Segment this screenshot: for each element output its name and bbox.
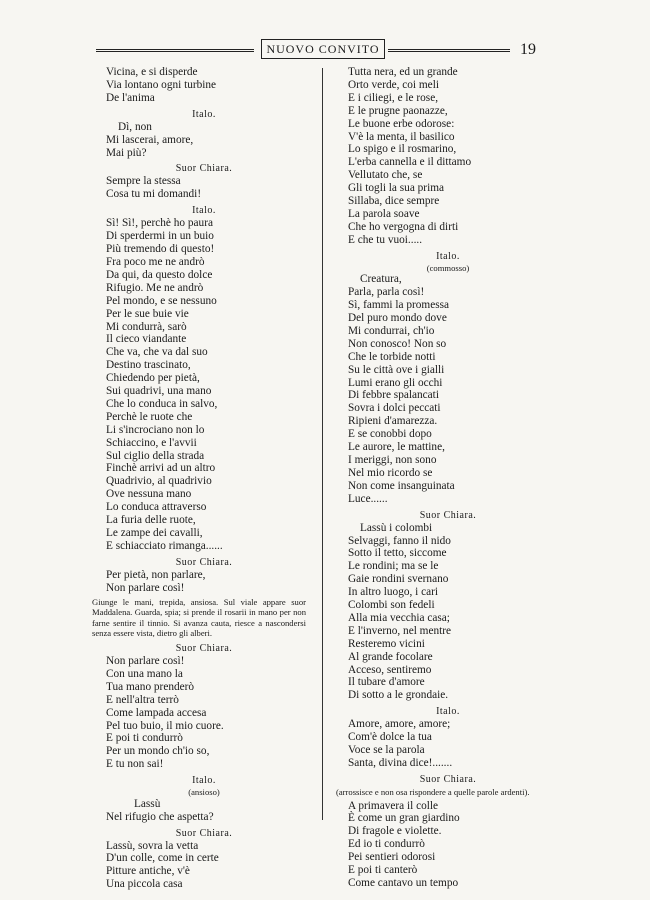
stage-direction: (ansioso) [188, 787, 220, 798]
verse-line: Di febbre spalancati [348, 389, 439, 402]
verse-line: Che lo conduca in salvo, [106, 397, 218, 410]
verse-line: Santa, divina dice!....... [348, 757, 453, 769]
verse-line: E che tu vuoi..... [348, 233, 423, 246]
verse-line: Sovra i dolci peccati [348, 402, 441, 415]
stage-direction: (arrossisce e non osa rispondere a quelle parole ardenti). [336, 786, 530, 797]
verse-line: Li s'incrociano non lo [106, 423, 205, 436]
verse-line: Le zampe dei cavalli, [106, 527, 203, 539]
verse-line: Ripieni d'amarezza. [348, 415, 438, 428]
verse-line: In altro luogo, i cari [348, 586, 439, 599]
speaker-name: Italo. [436, 250, 460, 262]
verse-line: Pei sentieri odorosi [348, 851, 436, 864]
column-divider [322, 68, 323, 820]
verse-line: Sempre la stessa [106, 175, 181, 188]
verse-block [348, 66, 548, 247]
verse-line: Finchè arrivi ad un altro [106, 462, 216, 475]
verse-line: De l'anima [106, 91, 155, 104]
speaker-name: Italo. [192, 108, 216, 120]
verse-line: Non conosco! Non so [348, 337, 447, 350]
verse-line: L'erba cannella e il dittamo [348, 156, 472, 169]
verse-block [106, 217, 302, 553]
verse-line: Lassù [134, 797, 161, 810]
verse-line: Con una mano la [106, 667, 183, 680]
verse-line: E nell'altra terrò [106, 693, 179, 706]
verse-line: Ed io ti condurrò [348, 838, 425, 851]
verse-block [106, 655, 302, 771]
verse-line: Dì, non [118, 120, 152, 133]
verse-line: E se conobbi dopo [348, 428, 432, 441]
verse-line: Pel mondo, e se nessuno [106, 294, 217, 307]
verse-line: I meriggi, non sono [348, 453, 437, 466]
verse-line: Resteremo vicini [348, 637, 425, 650]
verse-line: Lo conduca attraverso [106, 501, 207, 514]
journal-title: NUOVO CONVITO [261, 39, 385, 59]
verse-line: Non parlare così! [106, 655, 185, 667]
verse-block [348, 718, 548, 770]
verse-line: Una piccola casa [106, 878, 183, 891]
verse-line: E poi ti canterò [348, 864, 418, 877]
verse-line: Mi lascerai, amore, [106, 133, 194, 146]
verse-line: E tu non sai! [106, 758, 164, 771]
verse-line: Cosa tu mi domandi! [106, 188, 202, 201]
verse-line: Orto verde, coi meli [348, 78, 439, 91]
verse-line: Lo spigo e il rosmarino, [348, 143, 457, 156]
verse-line: Più tremendo di questo! [106, 243, 215, 256]
verse-line: Come cantavo un tempo [348, 876, 459, 889]
verse-line: Mi condurrai, ch'io [348, 324, 435, 337]
speaker-name: Suor Chiara. [175, 643, 233, 654]
verse-line: Gaie rondini svernano [348, 573, 449, 586]
verse-line: Parla, parla così! [348, 286, 425, 299]
verse-line: La furia delle ruote, [106, 514, 196, 527]
verse-line: Alla mia vecchia casa; [348, 611, 450, 624]
verse-line: Luce...... [348, 492, 388, 505]
right-column [336, 66, 548, 890]
verse-line: Le aurore, le mattine, [348, 441, 445, 454]
verse-line: Quadrivio, al quadrivio [106, 475, 212, 488]
verse-line: Voce se la parola [348, 744, 425, 757]
verse-line: Perchè le ruote che [106, 410, 193, 423]
verse-line: Sì! Sì!, perchè ho paura [106, 217, 213, 230]
verse-line: Tua mano prenderò [106, 680, 195, 693]
verse-line: Destino trascinato, [106, 359, 191, 372]
verse-line: Lumi erano gli occhi [348, 376, 443, 389]
verse-block [348, 286, 548, 505]
verse-line: A primavera il colle [348, 799, 439, 812]
verse-line: Acceso, sentiremo [348, 663, 432, 676]
verse-line: Mi condurrà, sarò [106, 320, 187, 333]
verse-line: È come un gran giardino [348, 812, 460, 825]
verse-block [106, 175, 302, 201]
verse-line: Non come insanguinata [348, 479, 455, 492]
verse-line: Vicina, e si disperde [106, 66, 198, 78]
verse-line: Non parlare così! [106, 581, 185, 594]
verse-line: E schiacciato rimanga...... [106, 539, 223, 552]
verse-line: Pitture antiche, v'è [106, 865, 190, 878]
verse-line: Rifugio. Me ne andrò [106, 281, 204, 294]
speaker-name: Italo. [192, 205, 216, 217]
verse-line: Al grande focolare [348, 650, 433, 663]
stage-direction: (commosso) [426, 262, 470, 273]
verse-line: V'è la menta, il basilico [348, 130, 455, 143]
verse-line: E l'inverno, nel mentre [348, 624, 452, 637]
verse-line: Nel rifugio che aspetta? [106, 810, 214, 823]
verse-line: Per le sue buie vie [106, 307, 189, 320]
header-rule-left [96, 49, 254, 52]
verse-block [348, 535, 548, 703]
verse-block [106, 66, 302, 105]
speaker-name: Suor Chiara. [175, 556, 233, 568]
verse-line: Da qui, da questo dolce [106, 268, 213, 281]
running-header [96, 38, 548, 62]
speaker-name: Suor Chiara. [175, 163, 233, 175]
verse-line: Vellutato che, se [348, 169, 423, 182]
verse-line: Lassù i colombi [360, 521, 433, 534]
verse-line: Lassù, sovra la vetta [106, 839, 199, 852]
verse-line: Sul ciglio della strada [106, 449, 205, 462]
verse-line: Colombi son fedeli [348, 599, 435, 612]
page-number: 19 [520, 41, 536, 58]
verse-line: Sì, fammi la promessa [348, 299, 450, 312]
verse-line: Del puro mondo dove [348, 312, 447, 324]
verse-line: Il tubare d'amore [348, 676, 425, 689]
verse-line: Chiedendo per pietà, [106, 372, 200, 385]
speaker-name: Italo. [192, 775, 216, 787]
verse-line: Per pietà, non parlare, [106, 568, 206, 581]
verse-line: Per un mondo ch'io so, [106, 745, 210, 758]
verse-line: Di sperdermi in un buio [106, 230, 214, 243]
verse-line: Le rondini; ma se le [348, 560, 439, 573]
verse-block [106, 569, 302, 595]
verse-line: La parola soave [348, 207, 420, 220]
verse-line: Com'è dolce la tua [348, 731, 432, 744]
verse-line: Mai più? [106, 146, 147, 159]
verse-line: Selvaggi, fanno il nido [348, 534, 451, 547]
speaker-name: Suor Chiara. [419, 509, 477, 521]
verse-line: Pel tuo buio, il mio cuore. [106, 719, 224, 732]
verse-line: E le prugne paonazze, [348, 104, 448, 117]
verse-line: Tutta nera, ed un grande [348, 66, 458, 78]
verse-line: Di sotto a le grondaie. [348, 689, 449, 702]
speaker-name: Suor Chiara. [419, 773, 477, 785]
verse-block [106, 840, 302, 892]
verse-line: Ove nessuna mano [106, 488, 192, 501]
verse-line: Che va, che va dal suo [106, 346, 208, 359]
verse-block [348, 800, 548, 890]
verse-line: Sillaba, dice sempre [348, 195, 440, 208]
verse-line: Fra poco me ne andrò [106, 255, 205, 268]
verse-line: E poi ti condurrò [106, 732, 183, 745]
verse-line: Il cieco viandante [106, 333, 187, 346]
verse-line: Sotto il tetto, siccome [348, 547, 447, 560]
stage-direction: Giunge le mani, trepida, ansiosa. Sul viale appare suor Maddalena. Guarda, spia; si prende il rosarii in mano per non farne sentire il tinnio. Si avanza cauta, riesce a nascondersi senza essere vista, dietro gli alberi. [92, 596, 306, 639]
verse-line: Schiaccino, e l'avvii [106, 436, 197, 449]
verse-line: Su le città ove i gialli [348, 363, 445, 376]
verse-line: Come lampada accesa [106, 706, 207, 719]
verse-block [106, 121, 302, 160]
speaker-name: Suor Chiara. [175, 827, 233, 839]
left-column [92, 66, 306, 891]
speaker-name: Italo. [436, 706, 460, 718]
header-rule-right [388, 49, 510, 52]
verse-line: Che ho vergogna di dirti [348, 220, 459, 233]
verse-line: Di fragole e violette. [348, 825, 442, 838]
verse-line: Sui quadrivi, una mano [106, 385, 212, 398]
verse-line: D'un colle, come in certe [106, 852, 219, 865]
verse-line: Creatura, [360, 273, 402, 286]
verse-line: Gli togli la sua prima [348, 182, 445, 195]
verse-line: Via lontano ogni turbine [106, 78, 217, 91]
verse-line: Che le torbide notti [348, 350, 436, 363]
verse-line: Le buone erbe odorose: [348, 117, 455, 130]
verse-line: Nel mio ricordo se [348, 466, 433, 479]
verse-line: E i ciliegi, e le rose, [348, 91, 439, 104]
verse-line: Amore, amore, amore; [348, 718, 451, 731]
